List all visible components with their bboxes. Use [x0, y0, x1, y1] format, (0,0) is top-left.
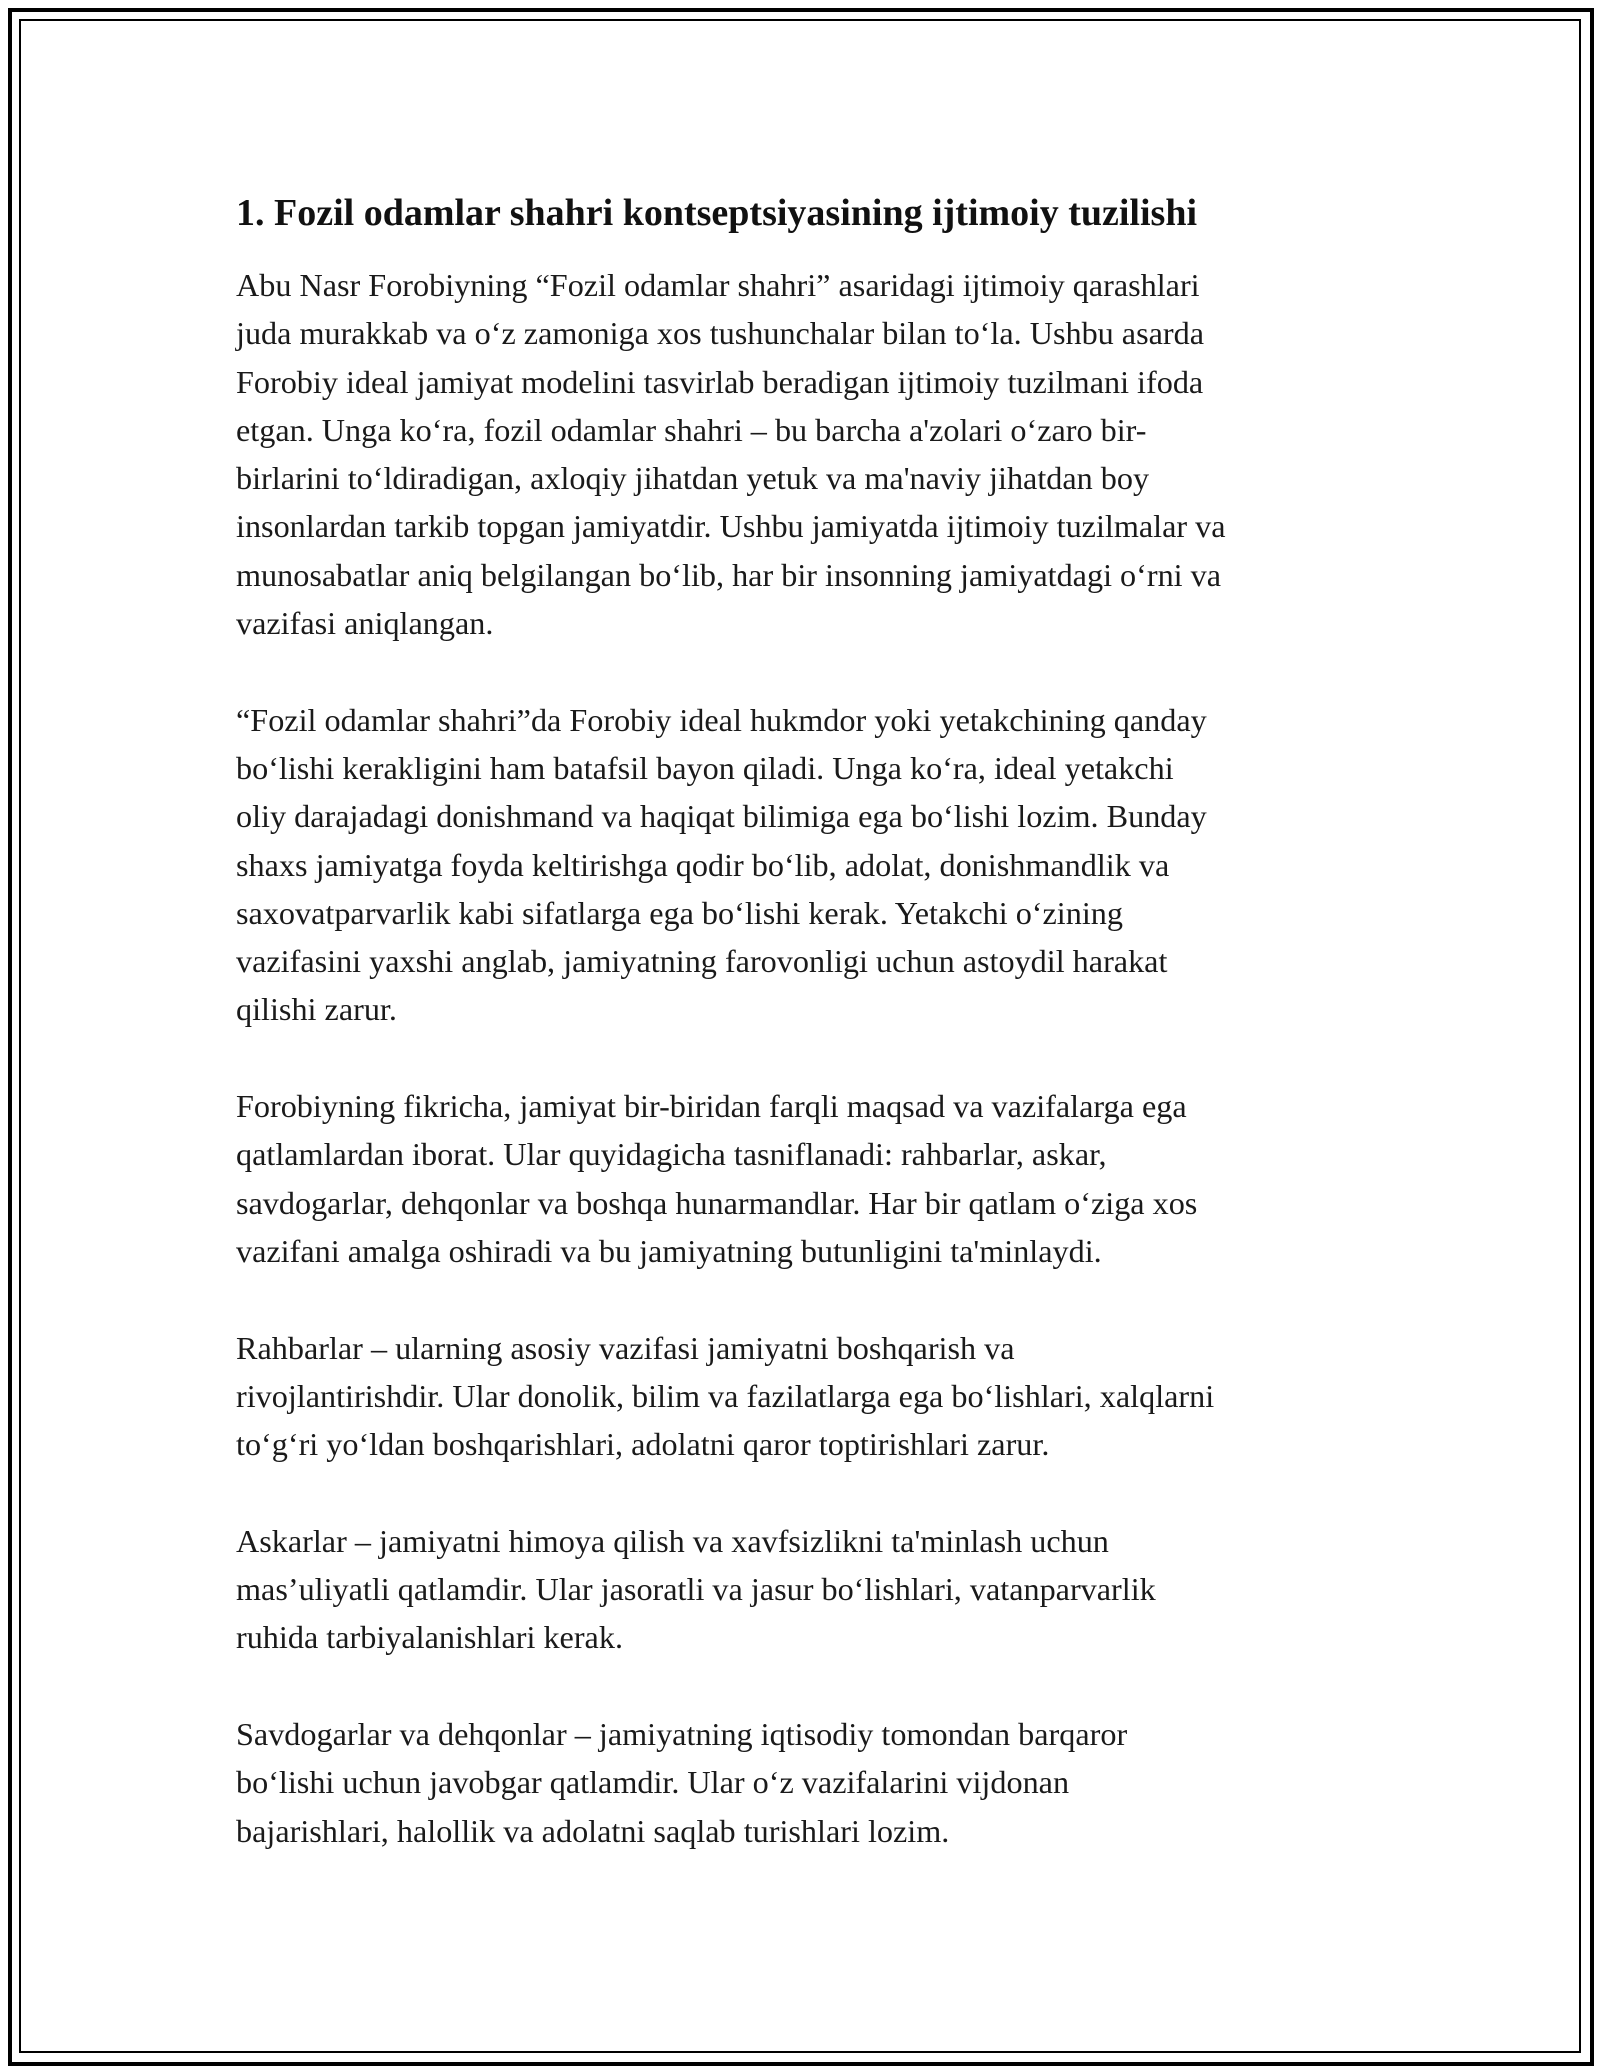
document-body — [236, 185, 1386, 1903]
text-line: insonlardan tarkib topgan jamiyatdir. Ushbu jamiyatda ijtimoiy tuzilmalar va — [236, 508, 1226, 545]
text-line: Savdogarlar va dehqonlar – jamiyatning iqtisodiy tomondan barqaror — [236, 1715, 1128, 1752]
text-line: vazifasi aniqlangan. — [236, 605, 494, 642]
text-line: boʻlishi uchun javobgar qatlamdir. Ular oʻz vazifalarini vijdonan — [236, 1764, 1070, 1801]
text-line: mas’uliyatli qatlamdir. Ular jasoratli va jasur boʻlishlari, vatanparvarlik — [236, 1571, 1156, 1608]
paragraph-soldiers — [236, 1517, 1386, 1662]
text-line: munosabatlar aniq belgilangan boʻlib, har bir insonning jamiyatdagi oʻrni va — [236, 556, 1222, 593]
paragraph-merchants-farmers — [236, 1710, 1386, 1855]
paragraph-social-layers — [236, 1082, 1386, 1275]
paragraph-leaders — [236, 1324, 1386, 1469]
text-line: ruhida tarbiyalanishlari kerak. — [236, 1619, 623, 1656]
text-line: qilishi zarur. — [236, 991, 397, 1028]
text-line: rivojlantirishdir. Ular donolik, bilim va fazilatlarga ega boʻlishlari, xalqlarni — [236, 1377, 1215, 1414]
paragraph-intro — [236, 261, 1386, 647]
text-line: qatlamlardan iborat. Ular quyidagicha tasniflanadi: rahbarlar, askar, — [236, 1136, 1107, 1173]
text-line: boʻlishi kerakligini ham batafsil bayon qiladi. Unga koʻra, ideal yetakchi — [236, 749, 1174, 786]
text-line: Rahbarlar – ularning asosiy vazifasi jamiyatni boshqarish va — [236, 1329, 1015, 1366]
text-line: shaxs jamiyatga foyda keltirishga qodir boʻlib, adolat, donishmandlik va — [236, 846, 1170, 883]
text-line: bajarishlari, halollik va adolatni saqlab turishlari lozim. — [236, 1812, 950, 1849]
text-line: savdogarlar, dehqonlar va boshqa hunarmandlar. Har bir qatlam oʻziga xos — [236, 1184, 1198, 1221]
text-line: Forobiy ideal jamiyat modelini tasvirlab beradigan ijtimoiy tuzilmani ifoda — [236, 363, 1204, 400]
text-line: vazifasini yaxshi anglab, jamiyatning farovonligi uchun astoydil harakat — [236, 943, 1168, 980]
paragraph-ideal-leader — [236, 696, 1386, 1034]
text-line: oliy darajadagi donishmand va haqiqat bilimiga ega boʻlishi lozim. Bunday — [236, 798, 1207, 835]
text-line: etgan. Unga koʻra, fozil odamlar shahri – bu barcha a'zolari oʻzaro bir- — [236, 411, 1147, 448]
text-line: Askarlar – jamiyatni himoya qilish va xavfsizlikni ta'minlash uchun — [236, 1522, 1109, 1559]
text-line: saxovatparvarlik kabi sifatlarga ega boʻlishi kerak. Yetakchi oʻzining — [236, 894, 1123, 931]
text-line: vazifani amalga oshiradi va bu jamiyatning butunligini ta'minlaydi. — [236, 1232, 1102, 1269]
text-line: juda murakkab va oʻz zamoniga xos tushunchalar bilan toʻla. Ushbu asarda — [236, 315, 1204, 352]
text-line: Forobiyning fikricha, jamiyat bir-biridan farqli maqsad va vazifalarga ega — [236, 1088, 1187, 1125]
text-line: “Fozil odamlar shahri”da Forobiy ideal hukmdor yoki yetakchining qanday — [236, 701, 1207, 738]
text-line: Abu Nasr Forobiyning “Fozil odamlar shahri” asaridagi ijtimoiy qarashlari — [236, 267, 1200, 303]
text-line: birlarini toʻldiradigan, axloqiy jihatdan yetuk va ma'naviy jihatdan boy — [236, 460, 1150, 497]
text-line: toʻgʻri yoʻldan boshqarishlari, adolatni qaror toptirishlari zarur. — [236, 1426, 1050, 1463]
section-heading: 1. Fozil odamlar shahri kontseptsiyasining ijtimoiy tuzilishi — [236, 192, 1198, 234]
